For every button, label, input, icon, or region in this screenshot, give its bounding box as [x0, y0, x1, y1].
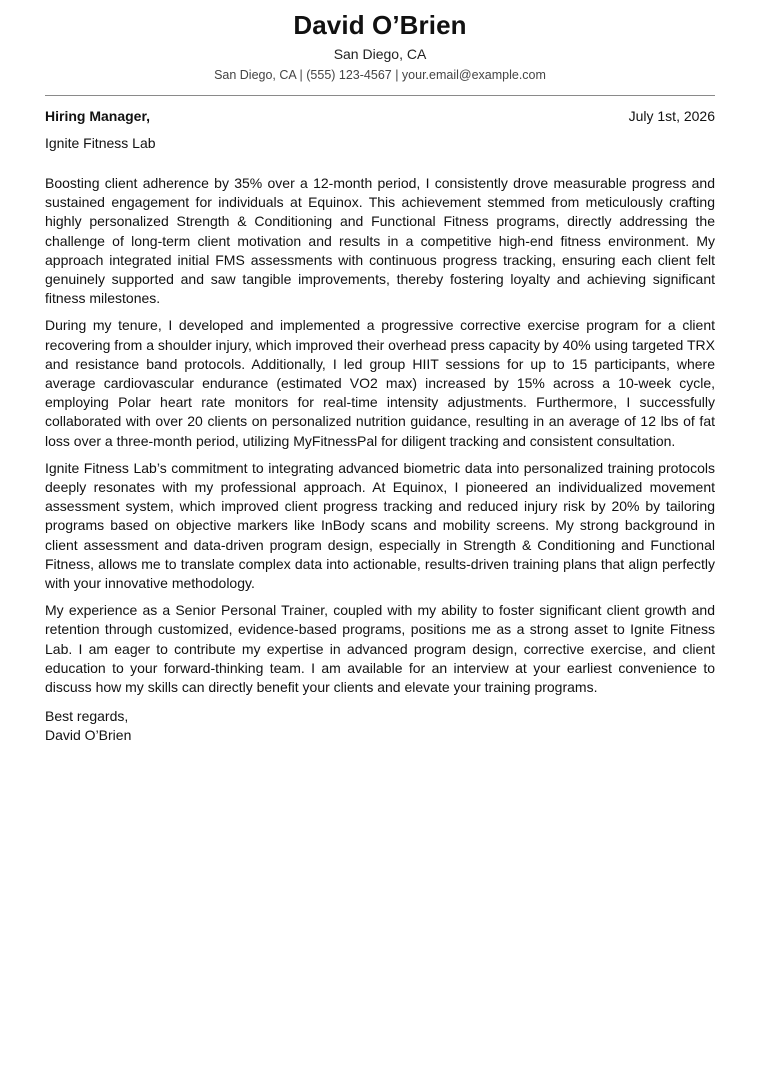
signature-name: David O’Brien — [45, 727, 132, 744]
body-paragraph: Ignite Fitness Lab’s commitment to integrating advanced biometric data into personalized training protocols deeply resonates with my professional approach. At Equinox, I pioneered an individualized movement assessment system, which improved client progress tracking and reduced injury risk by 20% by tailoring programs based on objective markers like InBody scans and mobility screens. My strong background in client assessment and data-driven program design, especially in Strength & Conditioning and Functional Fitness, allows me to translate complex data into actionable, results-driven training plans that align perfectly with your innovative methodology. — [45, 459, 715, 592]
sender-city: San Diego, CA — [333, 46, 427, 62]
recipient-date-row — [45, 107, 715, 125]
sender-contact-line: San Diego, CA | (555) 123-4567 | your.email@example.com — [214, 68, 546, 82]
letter-closing — [45, 707, 715, 745]
letter-header — [45, 0, 715, 83]
recipient-company: Ignite Fitness Lab — [45, 135, 156, 151]
body-paragraph: Boosting client adherence by 35% over a 12-month period, I consistently drove measurable progress and sustained engagement for individuals at Equinox. This achievement stemmed from meticulously crafting highly personalized Strength & Conditioning and Functional Fitness programs, directly addressing the challenge of long-term client motivation and results in a competitive high-end fitness environment. My approach integrated initial FMS assessments with continuous progress tracking, ensuring each client felt genuinely supported and saw tangible improvements, thereby fostering loyalty and achieving significant fitness milestones. — [45, 175, 715, 307]
sender-name: David O’Brien — [293, 10, 467, 40]
recipient-salutation: Hiring Manager, — [45, 108, 151, 124]
letter-body — [45, 174, 715, 697]
closing-phrase: Best regards, — [45, 708, 129, 725]
body-paragraph: During my tenure, I developed and implemented a progressive corrective exercise program for a client recovering from a shoulder injury, which improved their overhead press capacity by 40% using targeted TRX and resistance band protocols. Additionally, I led group HIIT sessions for up to 15 participants, where average cardiovascular endurance (estimated VO2 max) increased by 15% across a 10-week cycle, employing Polar heart rate monitors for real-time intensity adjustments. Furthermore, I successfully collaborated with over 20 clients on personalized nutrition guidance, resulting in an average of 12 lbs of fat loss over a three-month period, utilizing MyFitnessPal for diligent tracking and consistent consultation. — [45, 317, 715, 449]
letter-date: July 1st, 2026 — [628, 108, 715, 124]
body-paragraph: My experience as a Senior Personal Trainer, coupled with my ability to foster significant client growth and retention through customized, evidence-based programs, positions me as a strong asset to Ignite Fitness Lab. I am eager to contribute my expertise in advanced program design, corrective exercise, and client education to your forward-thinking team. I am available for an interview at your earliest convenience to discuss how my skills can directly benefit your clients and elevate your training programs. — [45, 602, 715, 696]
header-divider — [45, 95, 715, 96]
